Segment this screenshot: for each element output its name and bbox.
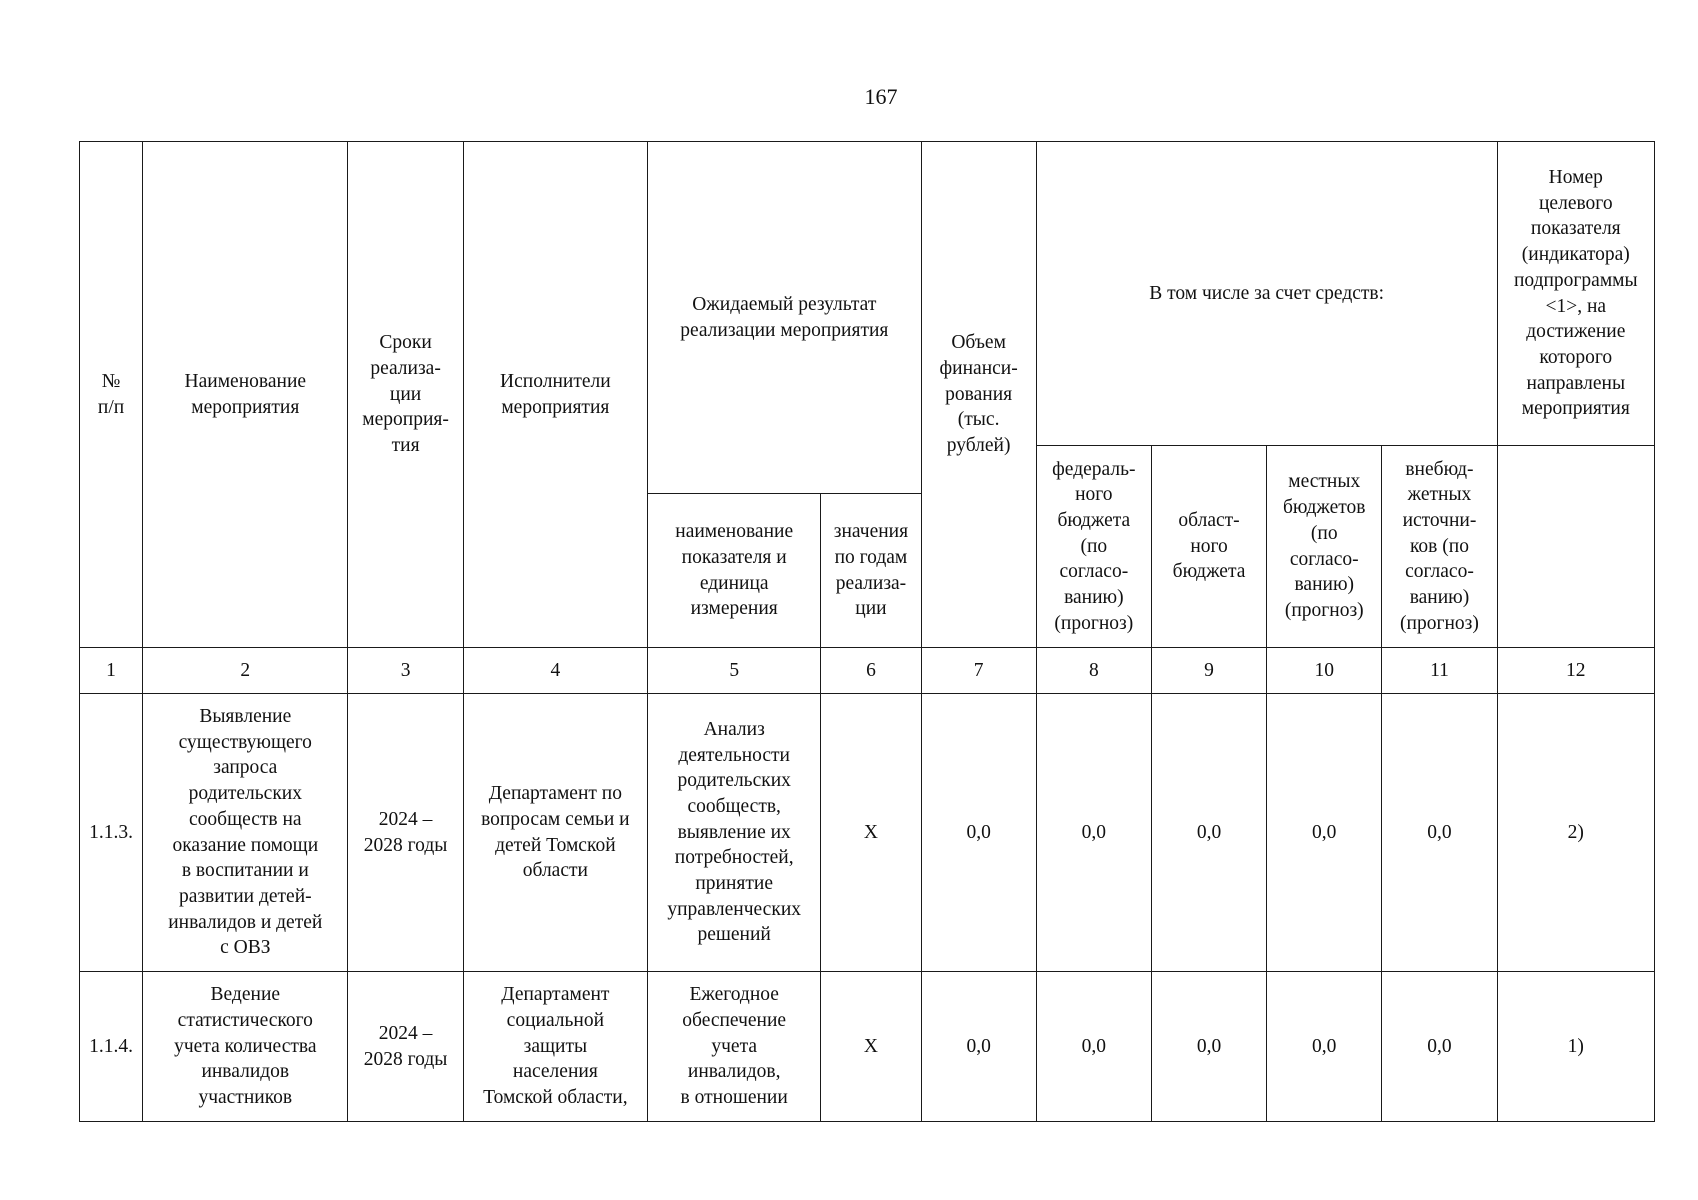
row-values: Х bbox=[821, 694, 921, 972]
row-volume: 0,0 bbox=[921, 972, 1036, 1122]
row-number: 1.1.3. bbox=[80, 694, 143, 972]
header-sources: В том числе за счет средств: bbox=[1036, 142, 1497, 446]
header-target-empty bbox=[1497, 446, 1654, 648]
page-number: 167 bbox=[864, 84, 898, 109]
row-regional: 0,0 bbox=[1151, 694, 1266, 972]
column-number-11: 11 bbox=[1382, 648, 1497, 694]
row-terms: 2024 – 2028 годы bbox=[348, 694, 463, 972]
header-target: Номер целевого показателя (индикатора) подпрограммы <1>, на достижение которого направлены мероприятия bbox=[1497, 142, 1654, 446]
row-local: 0,0 bbox=[1267, 972, 1382, 1122]
header-terms: Сроки реализа- ции мероприя- тия bbox=[348, 142, 463, 648]
row-extrabudget: 0,0 bbox=[1382, 972, 1497, 1122]
column-number-6: 6 bbox=[821, 648, 921, 694]
row-executors: Департамент социальной защиты населения Томской области, bbox=[463, 972, 647, 1122]
column-number-5: 5 bbox=[648, 648, 821, 694]
header-result-values: значения по годам реализа- ции bbox=[821, 494, 921, 648]
row-executors: Департамент по вопросам семьи и детей Томской области bbox=[463, 694, 647, 972]
row-target: 2) bbox=[1497, 694, 1654, 972]
header-local: местных бюджетов (по согласо- ванию) (прогноз) bbox=[1267, 446, 1382, 648]
column-number-row bbox=[80, 648, 1655, 694]
column-number-9: 9 bbox=[1151, 648, 1266, 694]
table-row bbox=[80, 694, 1655, 972]
header-result-indicator: наименование показателя и единица измерения bbox=[648, 494, 821, 648]
row-local: 0,0 bbox=[1267, 694, 1382, 972]
header-volume: Объем финанси- рования (тыс. рублей) bbox=[921, 142, 1036, 648]
row-number: 1.1.4. bbox=[80, 972, 143, 1122]
row-target: 1) bbox=[1497, 972, 1654, 1122]
row-indicator: Ежегодное обеспечение учета инвалидов, в отношении bbox=[648, 972, 821, 1122]
row-volume: 0,0 bbox=[921, 694, 1036, 972]
column-number-12: 12 bbox=[1497, 648, 1654, 694]
column-number-3: 3 bbox=[348, 648, 463, 694]
header-name: Наименование мероприятия bbox=[143, 142, 348, 648]
table-body bbox=[80, 694, 1655, 1122]
row-federal: 0,0 bbox=[1036, 972, 1151, 1122]
row-indicator: Анализ деятельности родительских сообществ, выявление их потребностей, принятие управленческих решений bbox=[648, 694, 821, 972]
header-result: Ожидаемый результат реализации мероприятия bbox=[648, 142, 922, 494]
table-row bbox=[80, 972, 1655, 1122]
header-executors: Исполнители мероприятия bbox=[463, 142, 647, 648]
row-extrabudget: 0,0 bbox=[1382, 694, 1497, 972]
column-number-4: 4 bbox=[463, 648, 647, 694]
header-extrabudget: внебюд- жетных источни- ков (по согласо- ванию) (прогноз) bbox=[1382, 446, 1497, 648]
row-values: Х bbox=[821, 972, 921, 1122]
header-federal: федераль- ного бюджета (по согласо- ванию) (прогноз) bbox=[1036, 446, 1151, 648]
column-number-2: 2 bbox=[143, 648, 348, 694]
row-federal: 0,0 bbox=[1036, 694, 1151, 972]
column-number-1: 1 bbox=[80, 648, 143, 694]
row-terms: 2024 – 2028 годы bbox=[348, 972, 463, 1122]
column-number-10: 10 bbox=[1267, 648, 1382, 694]
column-number-7: 7 bbox=[921, 648, 1036, 694]
row-regional: 0,0 bbox=[1151, 972, 1266, 1122]
column-number-8: 8 bbox=[1036, 648, 1151, 694]
header-regional: област- ного бюджета bbox=[1151, 446, 1266, 648]
row-name: Выявление существующего запроса родительских сообществ на оказание помощи в воспитании и развитии детей- инвалидов и детей с ОВЗ bbox=[143, 694, 348, 972]
row-name: Ведение статистического учета количества инвалидов участников bbox=[143, 972, 348, 1122]
header-no: № п/п bbox=[80, 142, 143, 648]
measures-table bbox=[79, 141, 1655, 1122]
